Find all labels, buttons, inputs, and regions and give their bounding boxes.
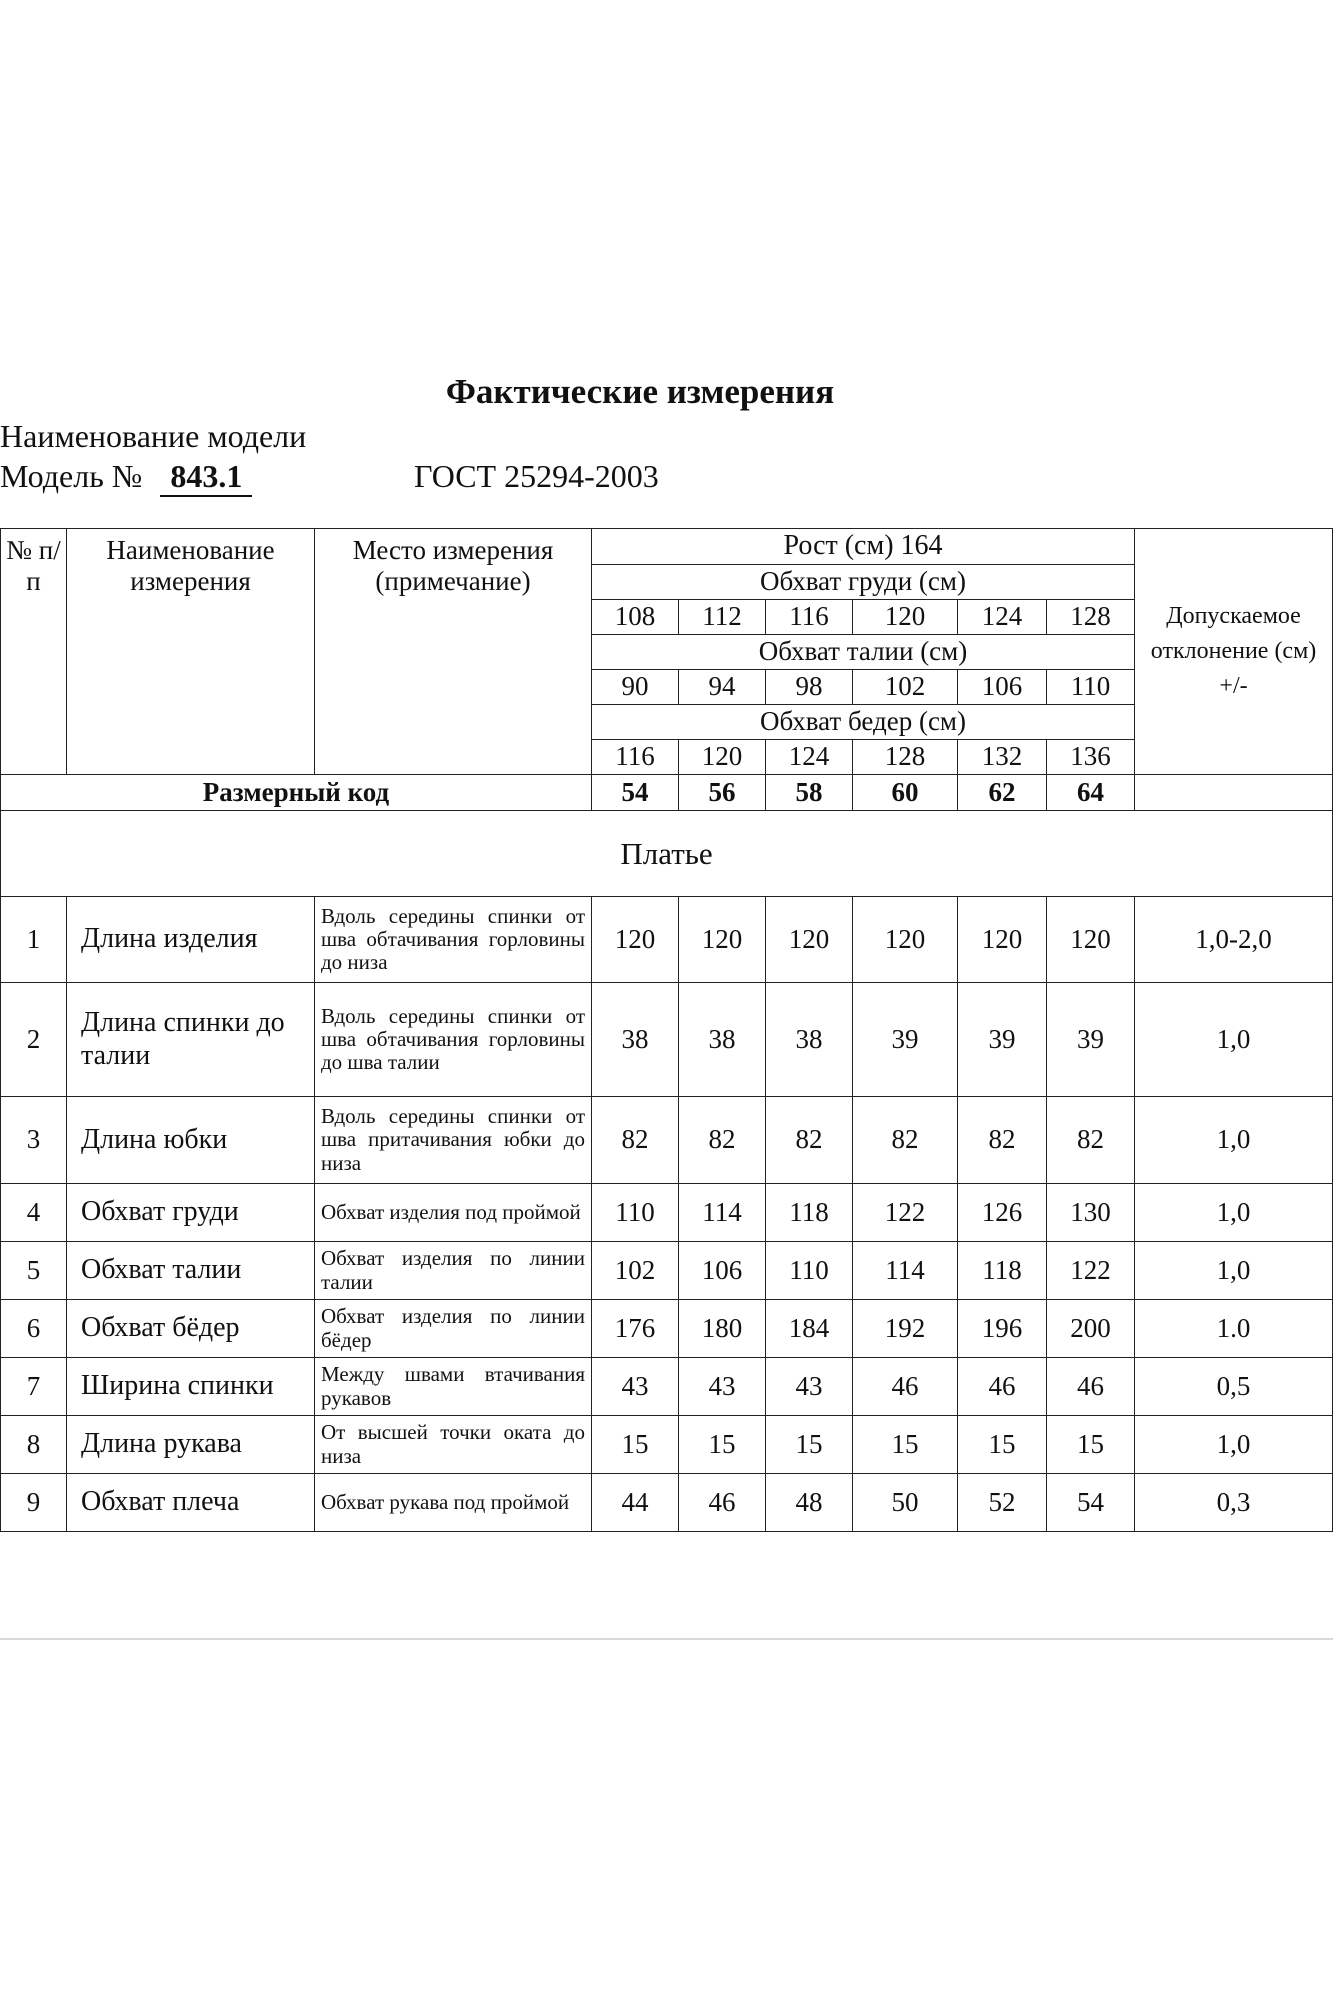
header-place: Место измерения (примечание) <box>315 529 592 775</box>
table-row <box>1 1358 1333 1416</box>
row-value: 38 <box>592 983 679 1097</box>
row-value: 15 <box>679 1416 766 1474</box>
row-place: Обхват изделия по линии бёдер <box>315 1300 592 1358</box>
row-value: 120 <box>592 897 679 983</box>
model-number: 843.1 <box>160 458 252 497</box>
header-no: № п/п <box>1 529 67 775</box>
waist-value: 110 <box>1047 670 1135 705</box>
page-divider <box>0 1638 1333 1640</box>
row-value: 38 <box>679 983 766 1097</box>
row-value: 52 <box>958 1474 1047 1532</box>
section-title: Платье <box>1 811 1333 897</box>
row-place: Вдоль середины спинки от шва обтачивания горловины до шва талии <box>315 983 592 1097</box>
row-value: 39 <box>958 983 1047 1097</box>
size-code: 56 <box>679 775 766 811</box>
row-value: 114 <box>679 1184 766 1242</box>
row-value: 120 <box>766 897 853 983</box>
row-value: 114 <box>853 1242 958 1300</box>
hip-value: 132 <box>958 740 1047 775</box>
row-value: 15 <box>853 1416 958 1474</box>
row-name: Длина спинки до талии <box>67 983 315 1097</box>
row-value: 102 <box>592 1242 679 1300</box>
row-no: 8 <box>1 1416 67 1474</box>
row-value: 48 <box>766 1474 853 1532</box>
model-number-label: Модель № <box>0 458 143 494</box>
hip-value: 128 <box>853 740 958 775</box>
row-value: 122 <box>1047 1242 1135 1300</box>
row-place: Обхват изделия по линии талии <box>315 1242 592 1300</box>
hip-value: 136 <box>1047 740 1135 775</box>
row-value: 43 <box>679 1358 766 1416</box>
row-value: 39 <box>1047 983 1135 1097</box>
size-code: 58 <box>766 775 853 811</box>
table-row <box>1 1300 1333 1358</box>
row-value: 15 <box>592 1416 679 1474</box>
row-tolerance: 1.0 <box>1135 1300 1333 1358</box>
row-value: 15 <box>766 1416 853 1474</box>
row-value: 184 <box>766 1300 853 1358</box>
measurements-table <box>0 528 1333 1532</box>
header-waist: Обхват талии (см) <box>592 635 1135 670</box>
row-value: 82 <box>853 1097 958 1184</box>
row-place: Между швами втачивания рукавов <box>315 1358 592 1416</box>
row-value: 120 <box>679 897 766 983</box>
row-no: 4 <box>1 1184 67 1242</box>
row-value: 82 <box>1047 1097 1135 1184</box>
row-value: 110 <box>592 1184 679 1242</box>
row-value: 196 <box>958 1300 1047 1358</box>
waist-value: 90 <box>592 670 679 705</box>
header-tolerance: Допускаемое отклонение (см) +/- <box>1135 529 1333 775</box>
row-value: 200 <box>1047 1300 1135 1358</box>
chest-value: 128 <box>1047 600 1135 635</box>
page-title: Фактические измерения <box>445 372 835 411</box>
row-tolerance: 1,0 <box>1135 1097 1333 1184</box>
row-no: 3 <box>1 1097 67 1184</box>
row-tolerance: 1,0 <box>1135 1242 1333 1300</box>
size-code: 64 <box>1047 775 1135 811</box>
row-value: 43 <box>592 1358 679 1416</box>
row-name: Ширина спинки <box>67 1358 315 1416</box>
row-value: 46 <box>853 1358 958 1416</box>
size-code: 54 <box>592 775 679 811</box>
header-hips: Обхват бедер (см) <box>592 705 1135 740</box>
row-value: 82 <box>679 1097 766 1184</box>
row-name: Длина изделия <box>67 897 315 983</box>
table-row <box>1 897 1333 983</box>
row-place: Вдоль середины спинки от шва притачивания юбки до низа <box>315 1097 592 1184</box>
row-value: 126 <box>958 1184 1047 1242</box>
size-code-label: Размерный код <box>1 775 592 811</box>
model-number-line <box>0 458 252 497</box>
row-no: 1 <box>1 897 67 983</box>
waist-value: 98 <box>766 670 853 705</box>
row-value: 192 <box>853 1300 958 1358</box>
row-value: 54 <box>1047 1474 1135 1532</box>
table-row <box>1 1184 1333 1242</box>
waist-value: 106 <box>958 670 1047 705</box>
row-name: Длина юбки <box>67 1097 315 1184</box>
row-value: 15 <box>958 1416 1047 1474</box>
row-name: Обхват талии <box>67 1242 315 1300</box>
table-row <box>1 1474 1333 1532</box>
table-row <box>1 1242 1333 1300</box>
row-no: 2 <box>1 983 67 1097</box>
row-no: 7 <box>1 1358 67 1416</box>
table-row <box>1 1416 1333 1474</box>
row-value: 176 <box>592 1300 679 1358</box>
chest-value: 116 <box>766 600 853 635</box>
model-name-label: Наименование модели <box>0 418 307 454</box>
chest-value: 124 <box>958 600 1047 635</box>
row-value: 50 <box>853 1474 958 1532</box>
row-tolerance: 1,0 <box>1135 1416 1333 1474</box>
waist-value: 94 <box>679 670 766 705</box>
size-code: 60 <box>853 775 958 811</box>
row-value: 180 <box>679 1300 766 1358</box>
header-chest: Обхват груди (см) <box>592 565 1135 600</box>
row-no: 9 <box>1 1474 67 1532</box>
row-value: 118 <box>958 1242 1047 1300</box>
size-code: 62 <box>958 775 1047 811</box>
size-code-row <box>1 775 1333 811</box>
waist-value: 102 <box>853 670 958 705</box>
row-name: Длина рукава <box>67 1416 315 1474</box>
chest-value: 120 <box>853 600 958 635</box>
row-place: Вдоль середины спинки от шва обтачивания горловины до низа <box>315 897 592 983</box>
chest-value: 112 <box>679 600 766 635</box>
gost-standard: ГОСТ 25294-2003 <box>414 458 659 494</box>
row-name: Обхват груди <box>67 1184 315 1242</box>
row-value: 38 <box>766 983 853 1097</box>
row-place: Обхват рукава под проймой <box>315 1474 592 1532</box>
row-value: 46 <box>1047 1358 1135 1416</box>
row-value: 82 <box>592 1097 679 1184</box>
row-place: Обхват изделия под проймой <box>315 1184 592 1242</box>
row-value: 82 <box>958 1097 1047 1184</box>
row-tolerance: 0,5 <box>1135 1358 1333 1416</box>
hip-value: 120 <box>679 740 766 775</box>
row-value: 122 <box>853 1184 958 1242</box>
row-tolerance: 1,0-2,0 <box>1135 897 1333 983</box>
row-value: 82 <box>766 1097 853 1184</box>
row-place: От высшей точки оката до низа <box>315 1416 592 1474</box>
row-value: 39 <box>853 983 958 1097</box>
row-value: 43 <box>766 1358 853 1416</box>
row-value: 118 <box>766 1184 853 1242</box>
header-height: Рост (см) 164 <box>592 529 1135 565</box>
chest-value: 108 <box>592 600 679 635</box>
row-value: 120 <box>1047 897 1135 983</box>
row-tolerance: 1,0 <box>1135 983 1333 1097</box>
row-value: 110 <box>766 1242 853 1300</box>
row-value: 120 <box>958 897 1047 983</box>
row-no: 6 <box>1 1300 67 1358</box>
row-value: 46 <box>679 1474 766 1532</box>
row-value: 46 <box>958 1358 1047 1416</box>
row-no: 5 <box>1 1242 67 1300</box>
row-value: 15 <box>1047 1416 1135 1474</box>
table-row <box>1 1097 1333 1184</box>
hip-value: 124 <box>766 740 853 775</box>
row-name: Обхват бёдер <box>67 1300 315 1358</box>
row-value: 120 <box>853 897 958 983</box>
row-tolerance: 1,0 <box>1135 1184 1333 1242</box>
table-row <box>1 983 1333 1097</box>
header-name: Наименование измерения <box>67 529 315 775</box>
row-name: Обхват плеча <box>67 1474 315 1532</box>
hip-value: 116 <box>592 740 679 775</box>
row-value: 44 <box>592 1474 679 1532</box>
row-value: 130 <box>1047 1184 1135 1242</box>
row-value: 106 <box>679 1242 766 1300</box>
row-tolerance: 0,3 <box>1135 1474 1333 1532</box>
